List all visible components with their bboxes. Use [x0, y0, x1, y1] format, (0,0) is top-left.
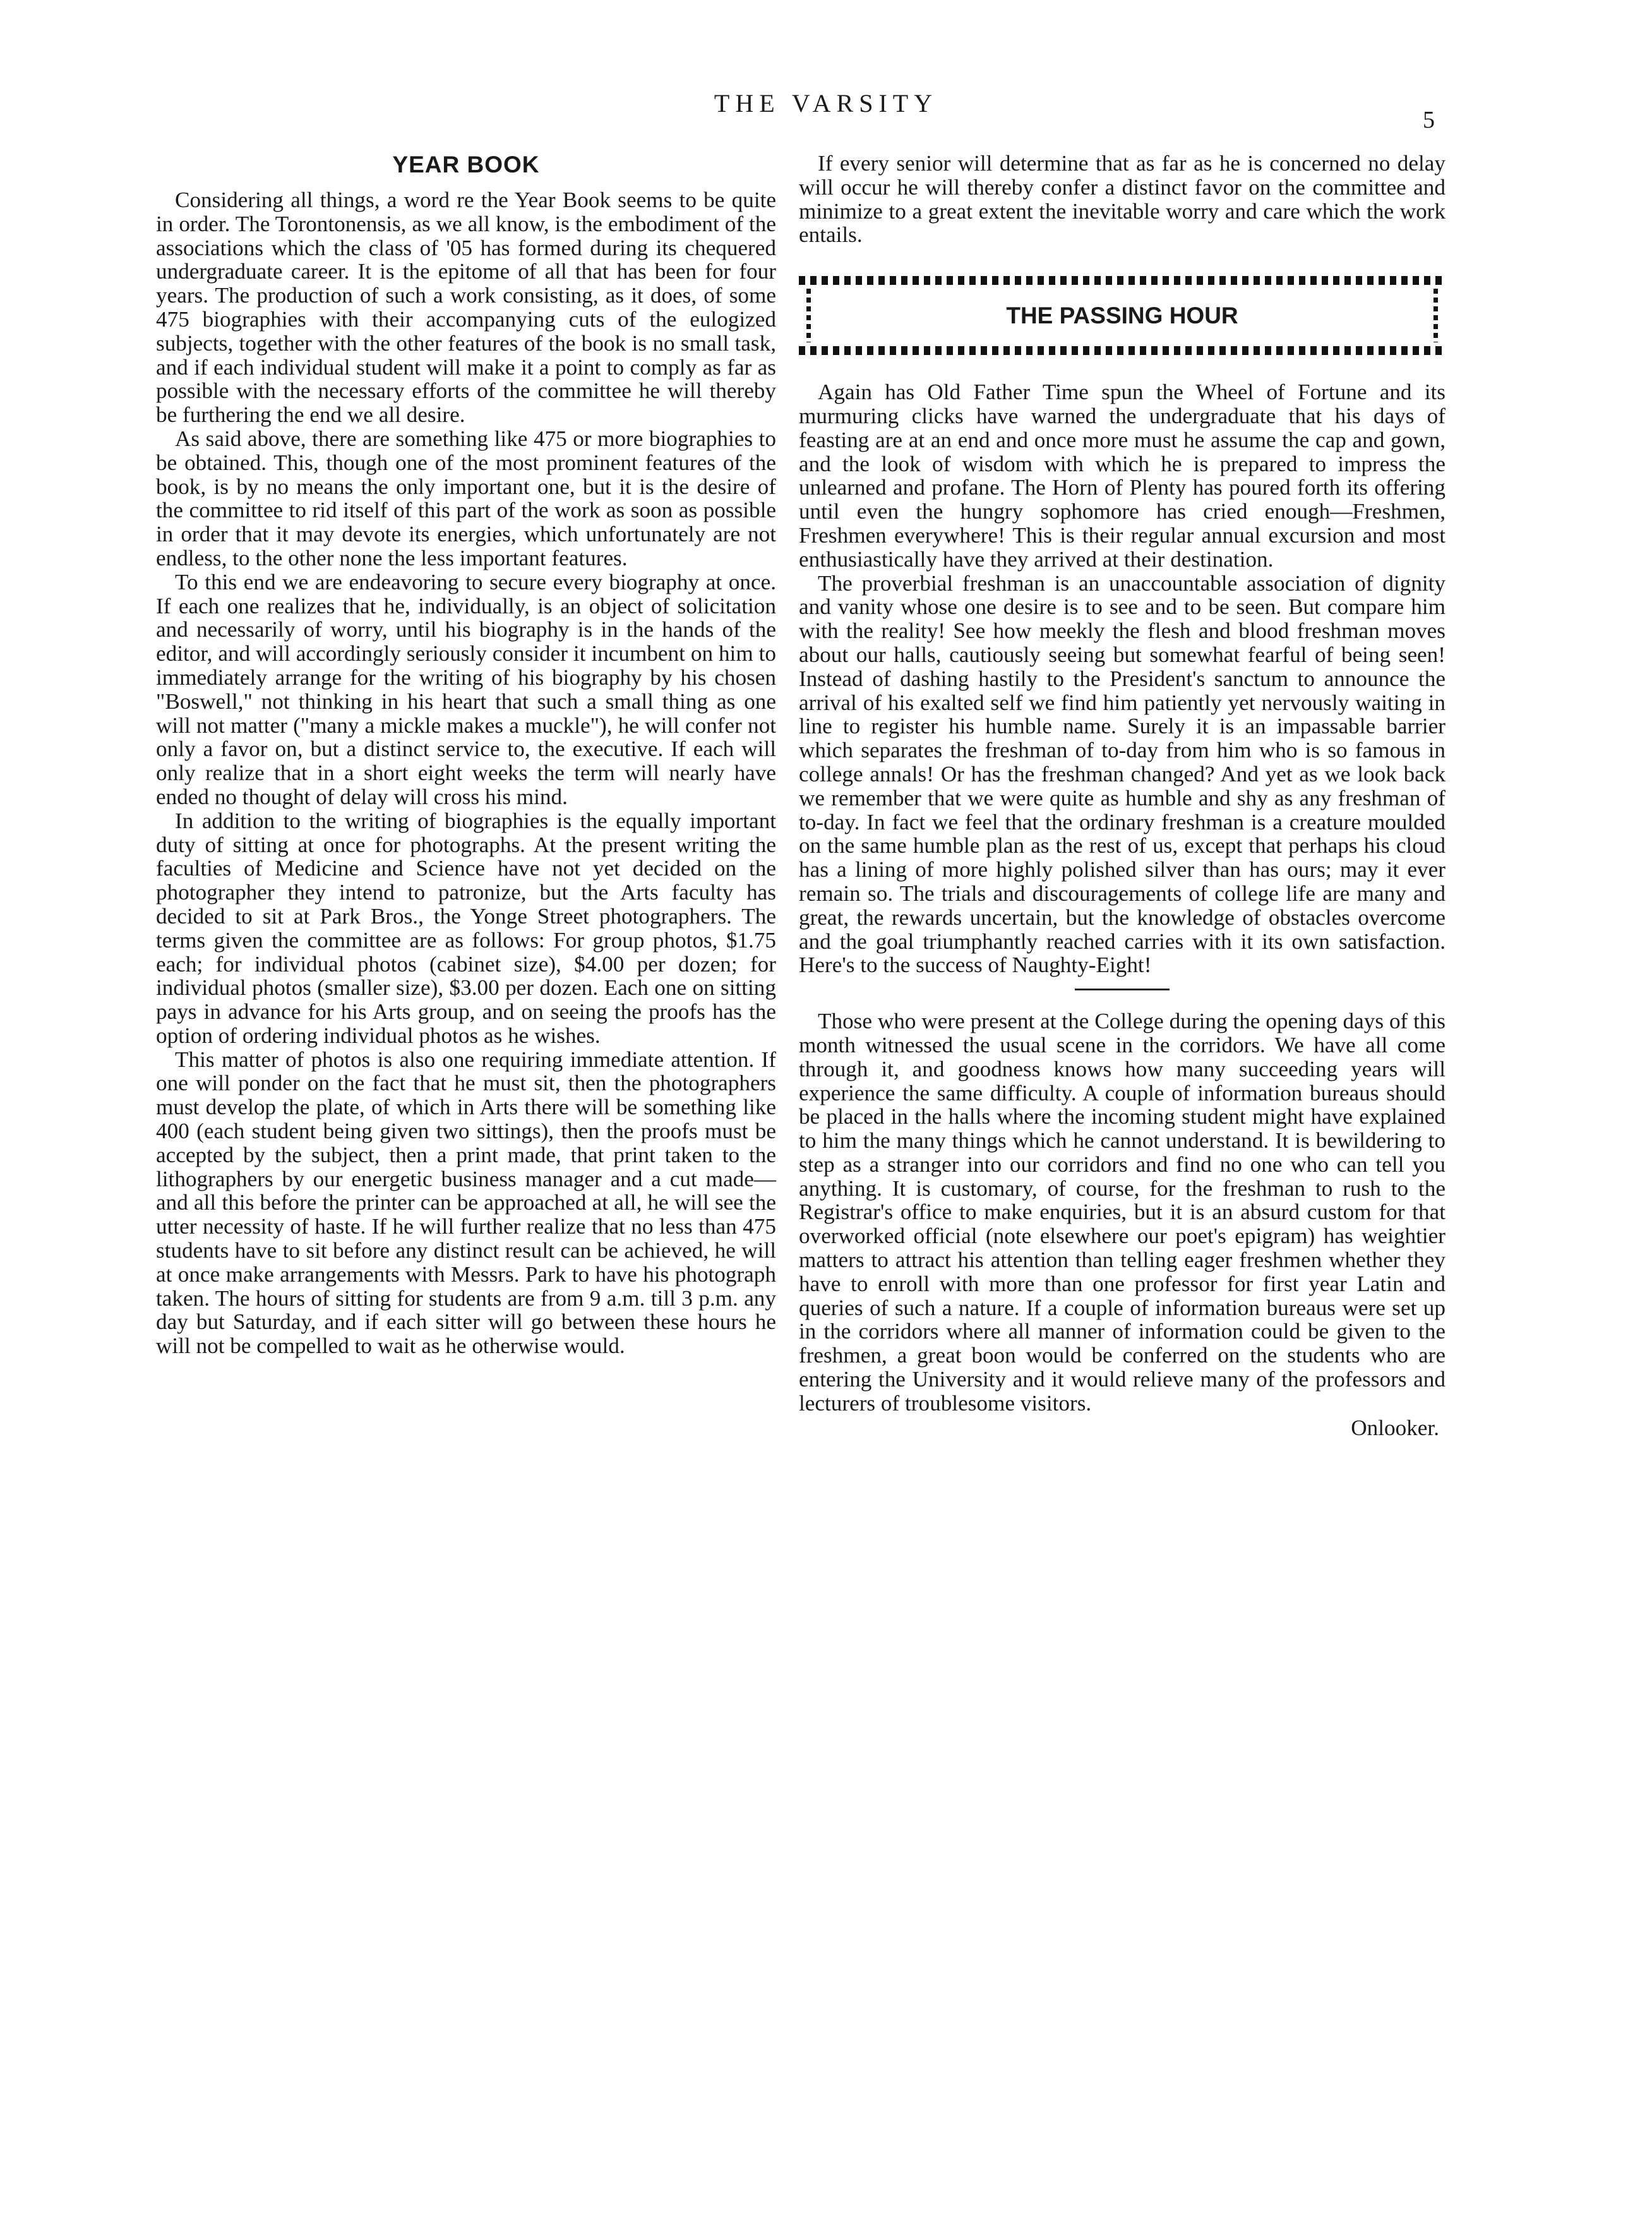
- passing-hour-paragraph-2: The proverbial freshman is an unaccountable association of dignity and vanity whose one desire is to see and to be seen. But compare him with the reality! See how meekly the flesh and blood freshman moves about our halls, cautiously seeing but somewhat fearful of being seen! Instead of dashing hastily to the President's sanctum to announce the arrival of his exalted self we find him patiently yet nervously waiting in line to register his humble name. Surely it is an impassable barrier which separates the freshman of to-day from him who is so famous in college annals! Or has the freshman changed? And yet as we look back we remember that we were quite as humble and shy as any freshman of to-day. In fact we feel that the ordinary freshman is a creature moulded on the same humble plan as the rest of us, except that perhaps his cloud has a lining of more highly polished silver than has ours; may it ever remain so. The trials and discouragements of college life are many and great, the rewards uncertain, but the knowledge of obstacles overcome and the goal triumphantly reached carries with it its own satisfaction. Here's to the success of Naughty-Eight!: [799, 570, 1446, 978]
- banner-top-border: [799, 276, 1446, 285]
- year-book-continuation: If every senior will determine that as far as he is concerned no delay will occur he will thereby confer a distinct favor on the committee and minimize to a great extent the inevitable worry and care which the work entails.: [799, 151, 1446, 248]
- year-book-paragraph-2: As said above, there are something like 475 or more biographies to be obtained. This, though one of the most prominent features of the book, is by no means the only important one, but it is the desire of the committee to rid itself of this part of the work as soon as possible in order that it may devote its energies, which unfortunately are not endless, to the other none the less important features.: [156, 426, 776, 570]
- passing-hour-heading: THE PASSING HOUR: [1006, 303, 1238, 329]
- year-book-paragraph-3: To this end we are endeavoring to secure every biography at once. If each one realizes that he, individually, is an object of solicitation and necessarily of worry, until his biography is in the hands of the editor, and will accordingly seriously consider it incumbent on him to immediately arrange for the writing of his biography by his chosen "Boswell," not thinking in his heart that such a small thing as one will not matter ("many a mickle makes a muckle"), he will confer not only a favor on, but a distinct service to, the executive. If each will only realize that in a short eight weeks the term will nearly have ended no thought of delay will cross his mind.: [156, 569, 776, 809]
- passing-hour-paragraph-1: Again has Old Father Time spun the Wheel of Fortune and its murmuring clicks have warned the undergraduate that his days of feasting are at an end and once more must he assume the cap and gown, and the look of wisdom with which he is prepared to impress the unlearned and profane. The Horn of Plenty has poured forth its offering until even the hungry sophomore has cried enough—Freshmen, Freshmen everywhere! This is their regular annual excursion and most enthusiastically have they arrived at their destination.: [799, 380, 1446, 572]
- running-head: THE VARSITY: [714, 89, 938, 117]
- page-number: 5: [1423, 107, 1435, 133]
- signature: Onlooker.: [1351, 1415, 1439, 1440]
- year-book-paragraph-4: In addition to the writing of biographies is the equally important duty of sitting at once for photographs. At the present writing the faculties of Medicine and Science have not yet decided on the photographer they intend to patronize, but the Arts faculty has decided to sit at Park Bros., the Yonge Street photographers. The terms given the committee are as follows: For group photos, $1.75 each; for individual photos (cabinet size), $4.00 per dozen; for individual photos (smaller size), $3.00 per dozen. Each one on sitting pays in advance for his Arts group, and on seeing the proofs has the option of ordering individual photos as he wishes.: [156, 808, 776, 1048]
- section-divider: [1075, 989, 1170, 990]
- year-book-heading: YEAR BOOK: [392, 152, 540, 177]
- year-book-paragraph-1: Considering all things, a word re the Year Book seems to be quite in order. The Torontonensis, as we all know, is the embodiment of the associations which the class of '05 has formed during its chequered undergraduate career. It is the epitome of all that has been for four years. The production of such a work consisting, as it does, of some 475 biographies with their accompanying cuts of the eulogized subjects, together with the other features of the book is no small task, and if each individual student will make it a point to comply as far as possible with the necessary efforts of the committee he will thereby be furthering the end we all desire.: [156, 188, 776, 428]
- banner-bottom-border: [799, 346, 1446, 355]
- right-column: [799, 152, 1446, 1441]
- corridors-paragraph: Those who were present at the College during the opening days of this month witnessed the usual scene in the corridors. We have all come through it, and goodness knows how many succeeding years will experience the same difficulty. A couple of information bureaus should be placed in the halls where the incoming student might have explained to him the many things which he cannot understand. It is bewildering to step as a stranger into our corridors and find no one who can tell you anything. It is customary, of course, for the freshman to rush to the Registrar's office to make enquiries, but it is an absurd custom for that overworked official (note elsewhere our poet's epigram) has weightier matters to attract his attention than telling eager freshmen whether they have to enroll with more than one professor for first year Latin and queries of such a nature. If a couple of information bureaus were set up in the corridors where all manner of information could be given to the freshmen, a great boon would be conferred on the students who are entering the University and it would relieve many of the professors and lecturers of troublesome visitors.: [799, 1009, 1446, 1416]
- year-book-paragraph-5: This matter of photos is also one requiring immediate attention. If one will ponder on the fact that he must sit, then the photographers must develop the plate, of which in Arts there will be something like 400 (each student being given two sittings), then the proofs must be accepted by the subject, then a print made, that print taken to the lithographers by our energetic business manager and a cut made—and all this before the printer can be approached at all, he will see the utter necessity of haste. If he will further realize that no less than 475 students have to sit before any distinct result can be achieved, he will at once make arrangements with Messrs. Park to have his photograph taken. The hours of sitting for students are from 9 a.m. till 3 p.m. any day but Saturday, and if each sitter will go between these hours he will not be compelled to wait as he otherwise would.: [156, 1047, 776, 1359]
- passing-hour-banner: [799, 276, 1446, 355]
- left-column: [156, 152, 776, 1358]
